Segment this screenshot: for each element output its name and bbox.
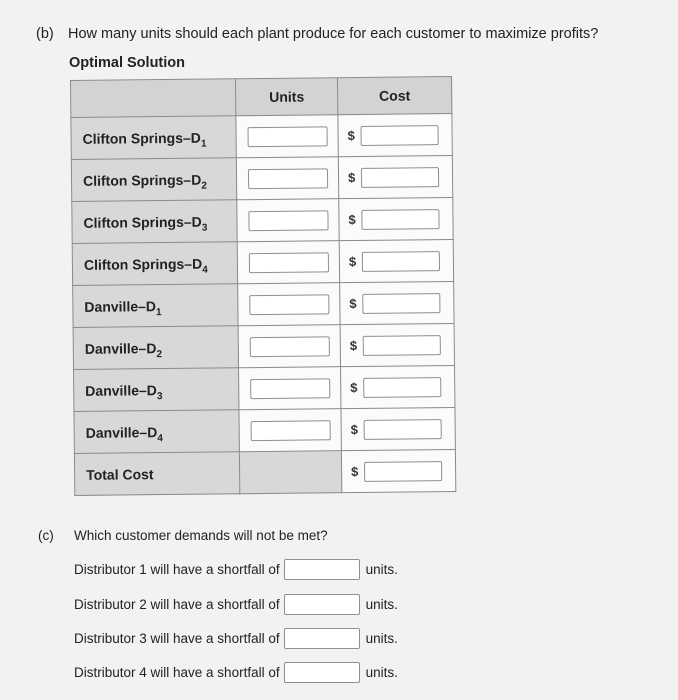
units-input[interactable] <box>248 210 328 231</box>
row-label: Danville–$D_1$ <box>73 284 238 328</box>
cost-input[interactable] <box>362 251 440 272</box>
dollar-sign: $ <box>349 338 358 354</box>
total-cost-row <box>74 449 455 495</box>
units-input[interactable] <box>250 378 330 399</box>
units-label: units. <box>365 597 398 612</box>
shortfall-input-2[interactable] <box>284 594 360 615</box>
dollar-sign: $ <box>347 128 355 144</box>
units-input[interactable] <box>247 168 327 189</box>
total-cost-label: Total Cost <box>74 452 239 496</box>
table-row <box>73 281 454 327</box>
table-row <box>71 156 452 202</box>
shortfall-input-3[interactable] <box>284 628 360 649</box>
units-input[interactable] <box>249 294 329 315</box>
row-label: Danville–$D_3$ <box>74 368 239 412</box>
header-label <box>71 79 236 118</box>
shortfall-input-4[interactable] <box>284 662 360 683</box>
row-label: Clifton Springs–$D_2$ <box>71 158 236 202</box>
cost-input[interactable] <box>363 335 441 356</box>
table-row <box>74 407 455 453</box>
dollar-sign: $ <box>348 254 357 270</box>
table-row <box>72 197 453 243</box>
question-b <box>36 26 598 42</box>
total-units-blank <box>239 451 341 494</box>
shortfall-row-3 <box>74 628 398 649</box>
question-c-label: (c) <box>38 528 54 543</box>
optimal-solution-table <box>70 76 456 496</box>
shortfall-text: Distributor 3 will have a shortfall of <box>74 631 280 646</box>
dollar-sign: $ <box>351 464 359 480</box>
question-c <box>38 528 328 543</box>
dollar-sign: $ <box>350 380 358 396</box>
cost-input[interactable] <box>362 293 440 314</box>
units-input[interactable] <box>249 336 329 357</box>
row-label: Clifton Springs–$D_4$ <box>72 242 237 286</box>
row-label: Clifton Springs–$D_3$ <box>72 200 237 244</box>
row-label: Clifton Springs–$D_1$ <box>71 116 236 160</box>
row-label: Danville–$D_4$ <box>74 410 239 454</box>
question-c-text: Which customer demands will not be met? <box>74 528 328 543</box>
row-label: Danville–$D_2$ <box>73 326 238 370</box>
table-row <box>73 323 454 369</box>
units-input[interactable] <box>248 252 328 273</box>
dollar-sign: $ <box>349 296 357 312</box>
cost-input[interactable] <box>364 419 442 440</box>
cost-input[interactable] <box>361 125 439 146</box>
header-units: Units <box>235 78 337 116</box>
shortfall-row-2 <box>74 594 398 615</box>
shortfall-input-1[interactable] <box>284 559 360 580</box>
table-header-row <box>71 77 452 118</box>
units-label: units. <box>365 631 398 646</box>
dollar-sign: $ <box>347 170 356 186</box>
shortfall-row-4 <box>74 662 398 683</box>
header-cost: Cost <box>337 77 451 115</box>
question-b-label: (b) <box>36 26 54 42</box>
units-input[interactable] <box>250 420 330 441</box>
table-row <box>71 114 452 160</box>
shortfall-text: Distributor 2 will have a shortfall of <box>74 597 280 612</box>
optimal-solution-title: Optimal Solution <box>69 55 185 71</box>
shortfall-text: Distributor 4 will have a shortfall of <box>74 665 280 680</box>
shortfall-text: Distributor 1 will have a shortfall of <box>74 562 280 577</box>
dollar-sign: $ <box>348 212 356 228</box>
table-row <box>74 365 455 411</box>
dollar-sign: $ <box>350 422 358 438</box>
shortfall-row-1 <box>74 559 398 580</box>
units-label: units. <box>365 665 398 680</box>
table-row <box>72 239 453 285</box>
question-b-text: How many units should each plant produce for each customer to maximize profits? <box>68 26 599 42</box>
cost-input[interactable] <box>362 209 440 230</box>
units-label: units. <box>365 562 398 577</box>
cost-input[interactable] <box>363 377 441 398</box>
units-input[interactable] <box>247 126 327 147</box>
total-cost-input[interactable] <box>364 461 442 482</box>
cost-input[interactable] <box>361 167 439 188</box>
